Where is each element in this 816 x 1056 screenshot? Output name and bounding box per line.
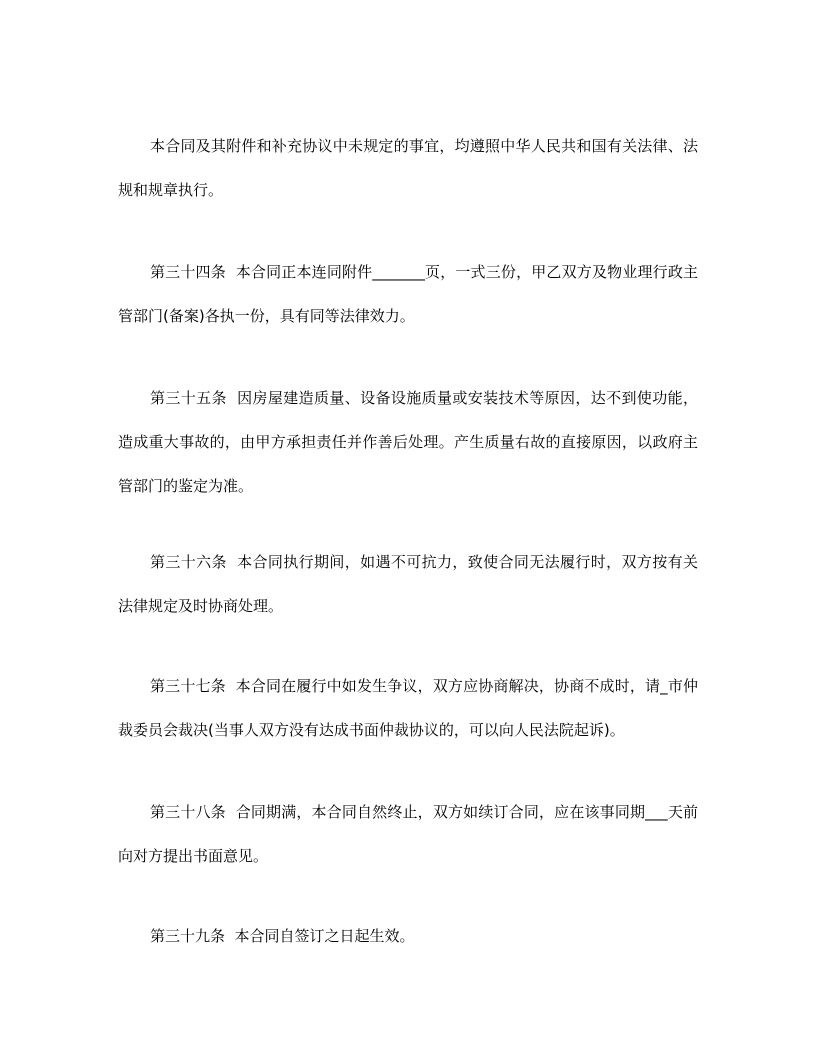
paragraph-article-39 (118, 914, 698, 958)
paragraph-text: 第三十四条 本合同正本连同附件_______页，一式三份，甲乙双方及物业理行政主管部门(备案)各执一份，具有同等法律效力。 (118, 263, 698, 325)
paragraph-article-36 (118, 540, 698, 628)
paragraph-text: 第三十七条 本合同在履行中如发生争议，双方应协商解决，协商不成时，请_市仲裁委员会裁决(当事人双方没有达成书面仲裁协议的，可以向人民法院起诉)。 (118, 677, 698, 739)
paragraph-article-37 (118, 664, 698, 752)
paragraph-text: 第三十八条 合同期满，本合同自然终止，双方如续订合同，应在该事同期___天前向对方提出书面意见。 (118, 803, 698, 865)
paragraph-text: 第三十六条 本合同执行期间，如遇不可抗力，致使合同无法履行时，双方按有关法律规定及时协商处理。 (118, 553, 698, 615)
paragraph-text: 第三十五条 因房屋建造质量、设备设施质量或安装技术等原因，达不到使功能，造成重大事故的，由甲方承担责任并作善后处理。产生质量右故的直接原因，以政府主管部门的鉴定为准。 (118, 389, 698, 495)
paragraph-supplementary-matters (118, 124, 698, 212)
paragraph-article-35 (118, 376, 698, 508)
paragraph-article-38 (118, 790, 698, 878)
paragraph-text: 本合同及其附件和补充协议中未规定的事宜，均遵照中华人民共和国有关法律、法规和规章执行。 (118, 137, 698, 199)
paragraph-article-34 (118, 250, 698, 338)
paragraph-text: 第三十九条 本合同自签订之日起生效。 (150, 927, 415, 945)
